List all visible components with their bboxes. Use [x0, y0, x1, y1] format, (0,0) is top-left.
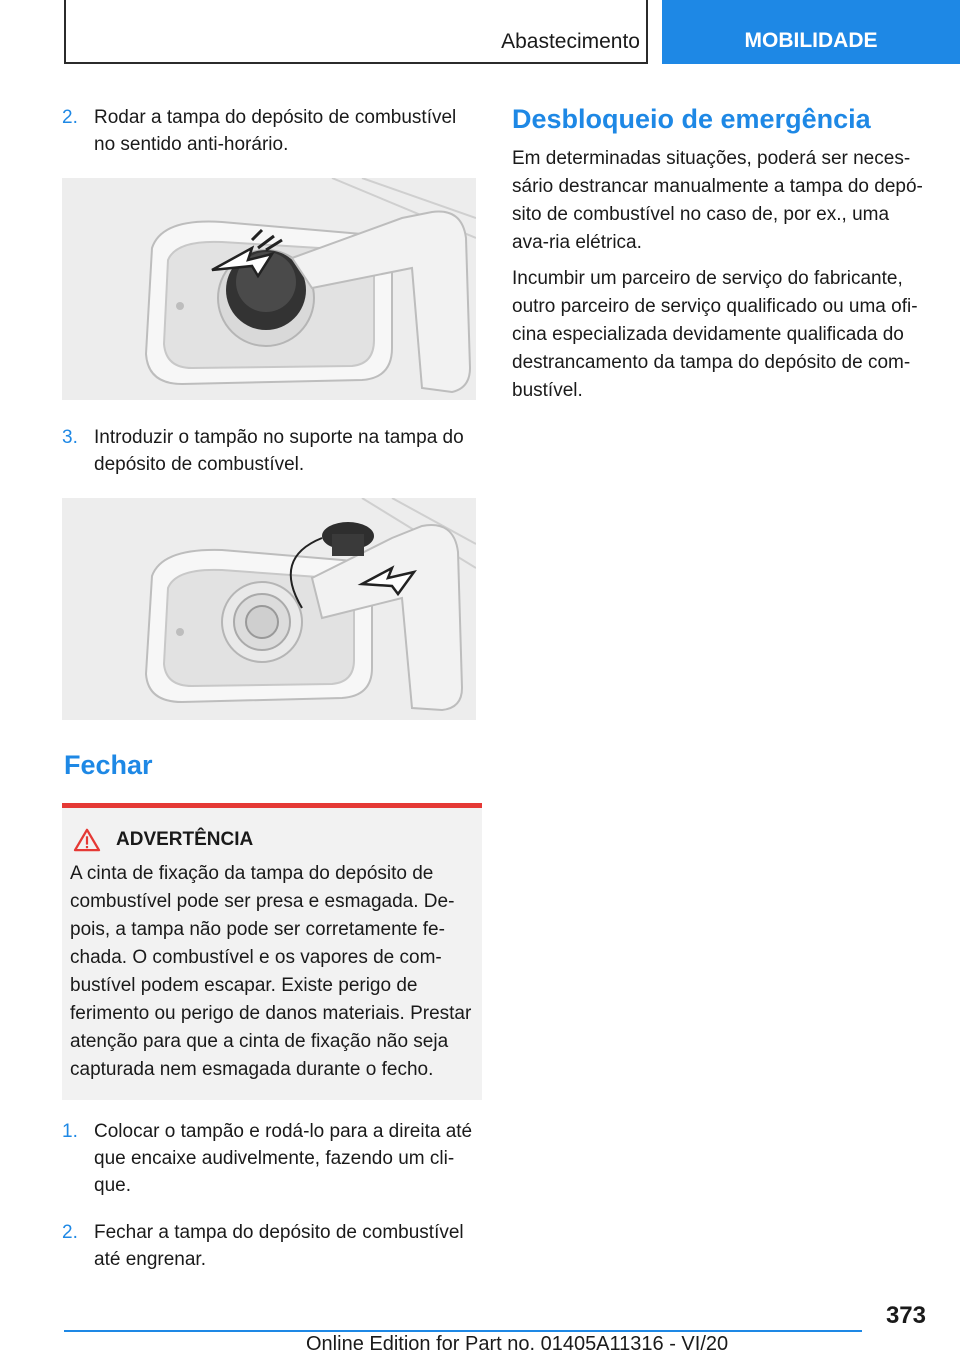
warning-triangle-icon: [72, 828, 102, 852]
right-column: [512, 104, 926, 413]
section-heading-desbloqueio: Desbloqueio de emergência: [512, 104, 871, 134]
left-column: [62, 104, 482, 1293]
step-item: [62, 424, 482, 478]
step-item: [62, 104, 482, 158]
paragraph: Incumbir um parceiro de serviço do fabricante, outro parceiro de serviço qualificado ou uma ofi-cina especializada devidamente qualificada do destrancamento da tampa do depósito de com-bustível.: [512, 268, 918, 401]
step-number: 3.: [62, 427, 78, 448]
step-number: 1.: [62, 1121, 78, 1142]
fuel-cap-rotate-illustration: [62, 178, 476, 400]
warning-text: A cinta de fixação da tampa do depósito de combustível pode ser presa e esmagada. De-pois, a tampa não pode ser corretamente fe-chada. O combustível e os vapores de com-bustível podem escapar. Existe perigo de ferimento ou perigo de danos materiais. Prestar atenção para que a cinta de fixação não seja capturada nem esmagada durante o fecho.: [70, 863, 472, 1080]
warning-title: [72, 828, 474, 852]
figure-fuel-cap-holder: [62, 498, 476, 720]
step-item: [62, 1219, 482, 1273]
header-tab-mobilidade[interactable]: MOBILIDADE: [662, 0, 960, 64]
step-text: Introduzir o tampão no suporte na tampa do depósito de combustível.: [94, 427, 464, 475]
fuel-cap-holder-illustration: [62, 498, 476, 720]
header-section-title: Abastecimento: [501, 30, 640, 53]
footer-divider: [64, 1330, 862, 1332]
step-item: [62, 1118, 482, 1199]
step-number: 2.: [62, 1222, 78, 1243]
footer-edition: Online Edition for Part no. 01405A11316 - VI/20: [306, 1333, 729, 1355]
paragraph: Em determinadas situações, poderá ser neces-sário destrancar manualmente a tampa do depó-sito de combustível no caso de, por ex., uma ava-ria elétrica.: [512, 148, 923, 253]
step-text: Colocar o tampão e rodá-lo para a direita até que encaixe audivelmente, fazendo um cli-que.: [94, 1121, 473, 1196]
step-number: 2.: [62, 107, 78, 128]
step-text: Rodar a tampa do depósito de combustível no sentido anti-horário.: [94, 107, 457, 155]
page-number: 373: [885, 1302, 926, 1329]
figure-fuel-cap-rotate: [62, 178, 476, 400]
warning-box: [62, 803, 482, 1100]
section-heading-fechar: Fechar: [64, 750, 153, 780]
warning-title-label: ADVERTÊNCIA: [116, 829, 254, 850]
step-text: Fechar a tampa do depósito de combustível até engrenar.: [94, 1222, 464, 1270]
